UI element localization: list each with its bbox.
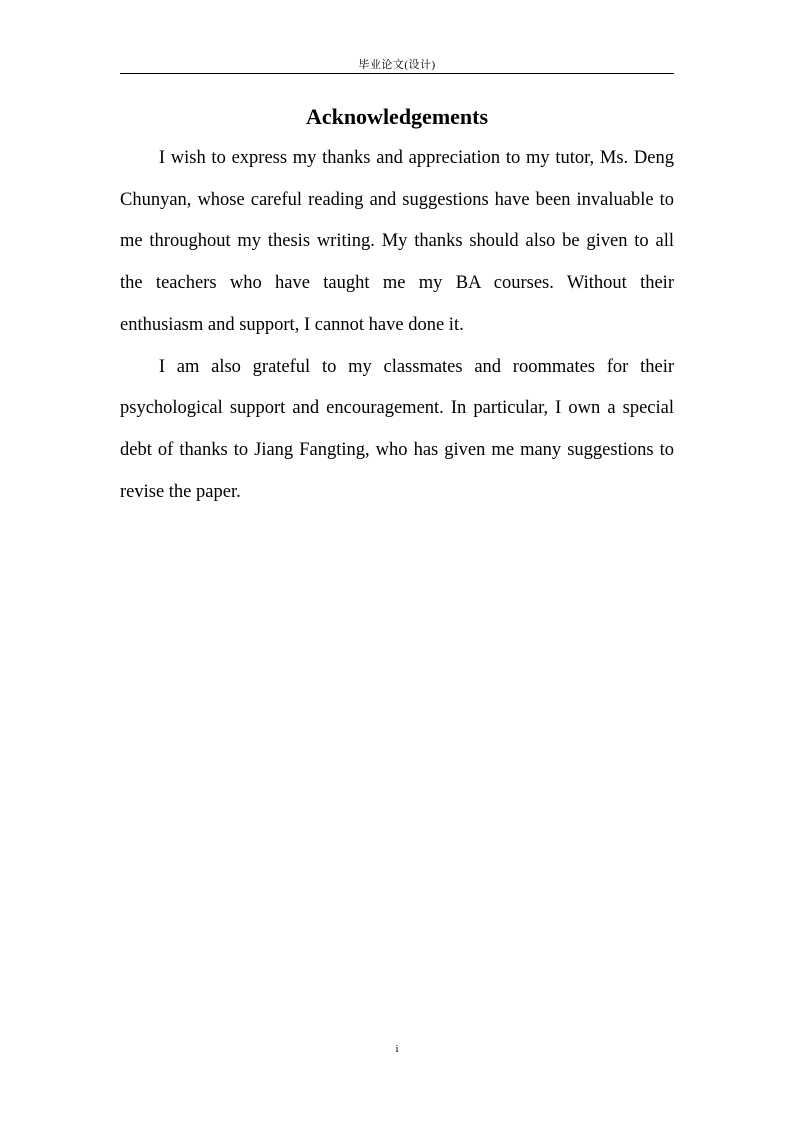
running-header: 毕业论文(设计) [358,59,436,71]
page-title: Acknowledgements [305,104,489,129]
acknowledgements-body [120,138,674,513]
paragraph: I am also grateful to my classmates and roommates for their psychological support and encouragement. In particular, I own a special debt of thanks to Jiang Fangting, who has given me many suggestions to revise the paper. [120,356,674,502]
paragraph: I wish to express my thanks and appreciation to my tutor, Ms. Deng Chunyan, whose careful reading and suggestions have been invaluable to me throughout my thesis writing. My thanks should also be given to all the teachers who have taught me my BA courses. Without their enthusiasm and support, I cannot have done it. [120,148,674,335]
header-divider [120,73,674,74]
page-number: i [395,1043,399,1055]
